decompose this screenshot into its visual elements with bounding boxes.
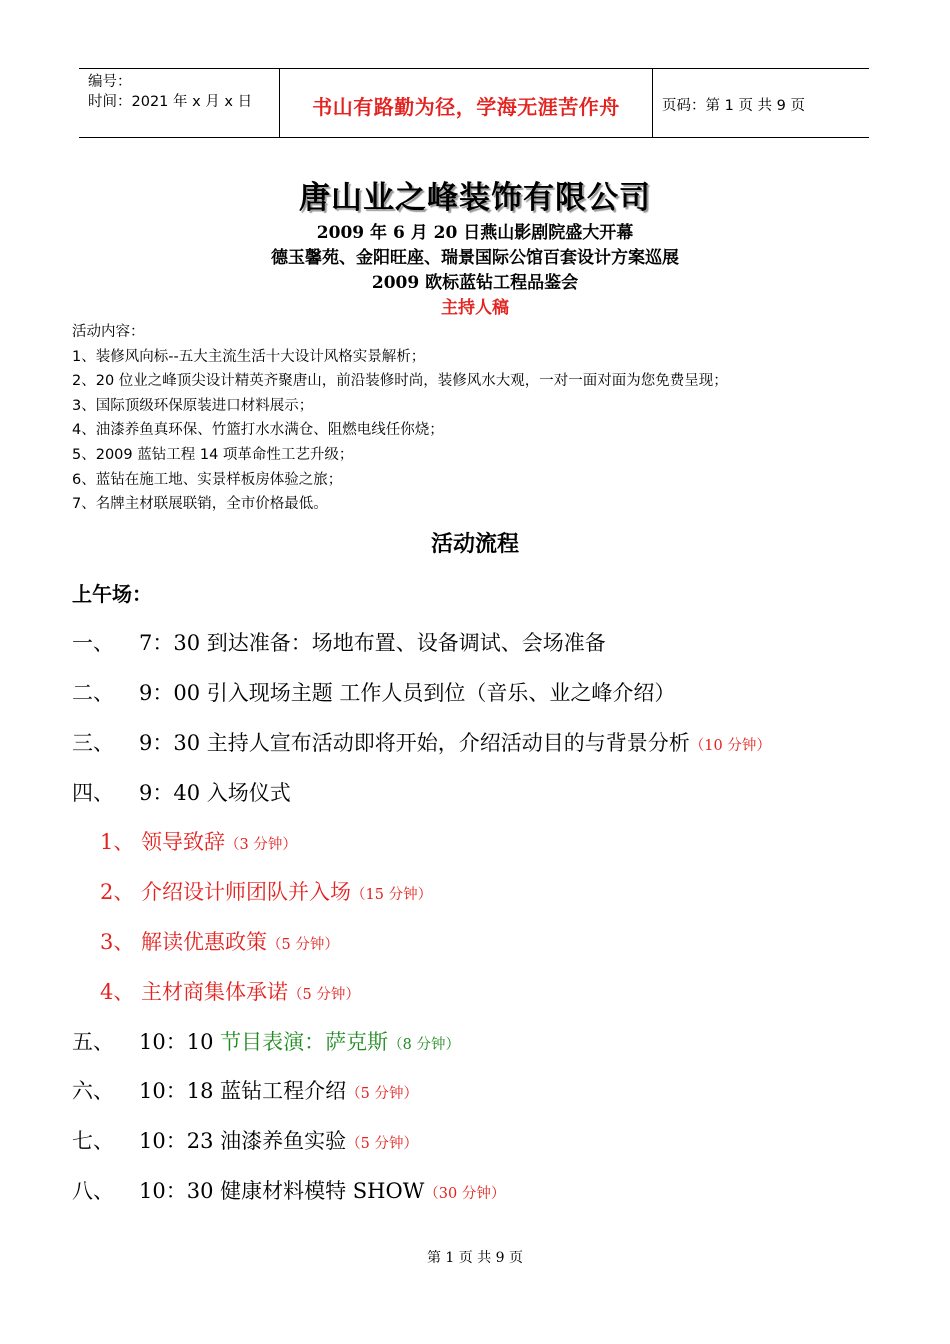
step-text: 9：00 引入现场主题 工作人员到位（音乐、业之峰介绍） <box>139 681 676 705</box>
step-text: 9：30 主持人宣布活动即将开始，介绍活动目的与背景分析 <box>139 731 690 755</box>
sub-step <box>100 926 339 956</box>
step-text: 10：23 油漆养鱼实验 <box>139 1129 347 1153</box>
flow-step <box>72 777 291 807</box>
activity-content <box>72 320 872 517</box>
sub-step <box>100 826 297 856</box>
content-item: 7、名牌主材联展联销，全市价格最低。 <box>72 496 328 513</box>
step-number: 七、 <box>72 1129 114 1153</box>
content-item: 5、2009 蓝钻工程 14 项革命性工艺升级； <box>72 446 354 463</box>
step-duration: （5 分钟） <box>346 1136 418 1152</box>
step-number: 四、 <box>72 781 114 805</box>
step-text: 10：30 健康材料模特 SHOW <box>139 1179 425 1203</box>
step-number: 五、 <box>72 1030 114 1054</box>
step-text: 10：18 蓝钻工程介绍 <box>139 1079 347 1103</box>
step-number: 二、 <box>72 681 114 705</box>
header-table <box>79 68 869 138</box>
motto: 书山有路勤为径，学海无涯苦作舟 <box>280 69 653 137</box>
company-title: 唐山业之峰装饰有限公司 <box>299 180 651 216</box>
step-text: 7：30 到达准备：场地布置、设备调试、会场准备 <box>139 631 606 655</box>
step-text: 9：40 入场仪式 <box>139 781 291 805</box>
subtitle-line-3: 2009 欧标蓝钻工程品鉴会 <box>371 273 579 293</box>
sub-step-text: 3、 解读优惠政策 <box>100 930 268 954</box>
step-duration: （30 分钟） <box>424 1186 506 1202</box>
step-number: 八、 <box>72 1179 114 1203</box>
flow-step <box>72 727 771 757</box>
sub-step-duration: （3 分钟） <box>225 837 297 853</box>
step-number: 三、 <box>72 731 114 755</box>
subtitle-line-1: 2009 年 6 月 20 日燕山影剧院盛大开幕 <box>316 223 634 243</box>
step-duration: （5 分钟） <box>346 1086 418 1102</box>
session-label: 上午场： <box>72 582 152 606</box>
sub-step-text: 2、 介绍设计师团队并入场 <box>100 880 352 904</box>
flow-step <box>72 627 606 657</box>
content-item: 4、油漆养鱼真环保、竹篮打水水满仓、阻燃电线任你烧； <box>72 422 444 439</box>
flow-title: 活动流程 <box>430 531 519 557</box>
flow-step <box>72 1026 460 1056</box>
sub-step-text: 1、 领导致辞 <box>100 830 226 854</box>
flow-step <box>72 1175 505 1205</box>
content-item: 1、装修风向标--五大主流生活十大设计风格实景解析； <box>72 348 426 365</box>
flow-step <box>72 1075 418 1105</box>
sub-step-duration: （5 分钟） <box>267 937 339 953</box>
sub-step <box>100 876 432 906</box>
sub-step-duration: （5 分钟） <box>288 987 360 1003</box>
step-duration: （10 分钟） <box>689 738 771 754</box>
flow-step <box>72 1125 418 1155</box>
step-text-highlight <box>220 1030 460 1054</box>
number-label: 编号： <box>88 74 132 90</box>
page-info: 页码：第 1 页 共 9 页 <box>662 98 805 114</box>
step-number: 六、 <box>72 1079 114 1103</box>
step-number: 一、 <box>72 631 114 655</box>
content-item: 6、蓝钻在施工地、实景样板房体验之旅； <box>72 471 343 488</box>
time-label: 时间：2021 年 x 月 x 日 <box>88 94 253 110</box>
page-footer: 第 1 页 共 9 页 <box>426 1250 524 1266</box>
host-script-label: 主持人稿 <box>441 298 509 318</box>
sub-step-duration: （15 分钟） <box>351 887 433 903</box>
step-duration: （8 分钟） <box>388 1037 460 1053</box>
header-meta-cell <box>79 69 280 137</box>
content-item: 2、20 位业之峰顶尖设计精英齐聚唐山，前沿装修时尚，装修风水大观，一对一面对面为您免费呈现； <box>72 373 728 390</box>
flow-step <box>72 677 675 707</box>
step-text: 节目表演：萨克斯 <box>220 1030 389 1054</box>
content-heading: 活动内容： <box>72 324 145 340</box>
subtitle-line-2: 德玉馨苑、金阳旺座、瑞景国际公馆百套设计方案巡展 <box>271 248 679 268</box>
content-item: 3、国际顶级环保原装进口材料展示； <box>72 397 314 414</box>
step-time: 10：10 <box>139 1030 221 1054</box>
sub-step-text: 4、 主材商集体承诺 <box>100 980 289 1004</box>
sub-step <box>100 976 360 1006</box>
